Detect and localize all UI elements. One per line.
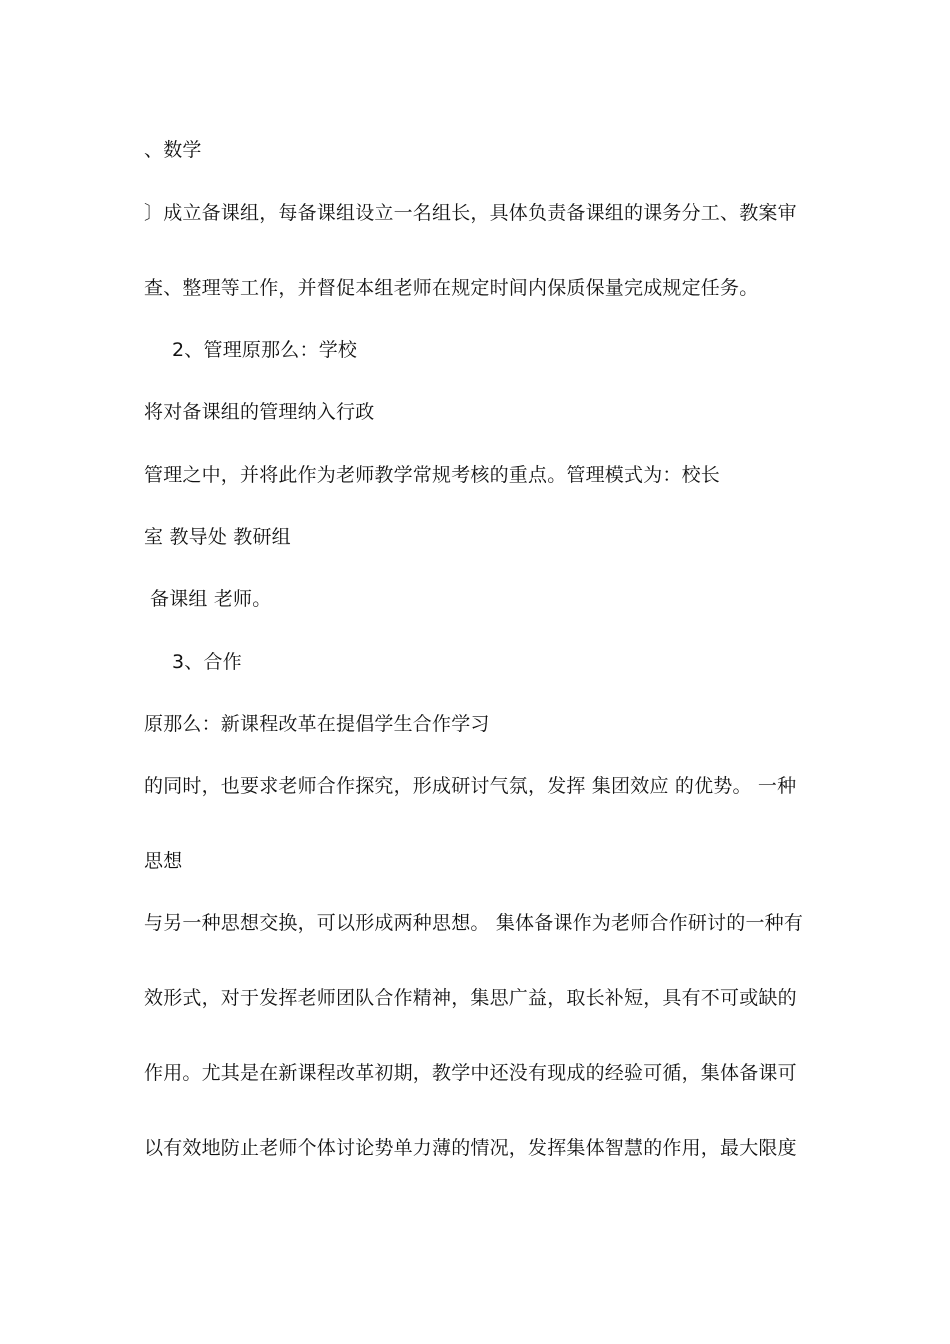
text-line-11: 的同时，也要求老师合作探究，形成研讨气氛，发挥 集团效应 的优势。 一种: [144, 775, 797, 797]
text-line-7: 室 教导处 教研组: [144, 526, 291, 548]
text-line-13: 与另一种思想交换，可以形成两种思想。 集体备课作为老师合作研讨的一种有: [144, 912, 804, 934]
text-line-10: 原那么：新课程改革在提倡学生合作学习: [144, 713, 490, 735]
text-line-9: 3、合作: [172, 651, 242, 673]
text-line-12: 思想: [144, 850, 183, 872]
text-line-16: 以有效地防止老师个体讨论势单力薄的情况，发挥集体智慧的作用，最大限度: [144, 1137, 797, 1159]
text-line-15: 作用。尤其是在新课程改革初期，教学中还没有现成的经验可循，集体备课可: [144, 1062, 797, 1084]
text-line-14: 效形式，对于发挥老师团队合作精神，集思广益，取长补短，具有不可或缺的: [144, 987, 797, 1009]
text-line-3: 查、整理等工作，并督促本组老师在规定时间内保质保量完成规定任务。: [144, 277, 759, 299]
text-line-6: 管理之中，并将此作为老师教学常规考核的重点。管理模式为：校长: [144, 464, 721, 486]
text-line-1: 、数学: [144, 139, 202, 161]
text-line-2: 〕成立备课组，每备课组设立一名组长，具体负责备课组的课务分工、教案审: [144, 202, 797, 224]
text-line-8: 备课组 老师。: [150, 588, 272, 610]
text-line-4: 2、管理原那么：学校: [172, 339, 358, 361]
text-line-5: 将对备课组的管理纳入行政: [144, 401, 375, 423]
